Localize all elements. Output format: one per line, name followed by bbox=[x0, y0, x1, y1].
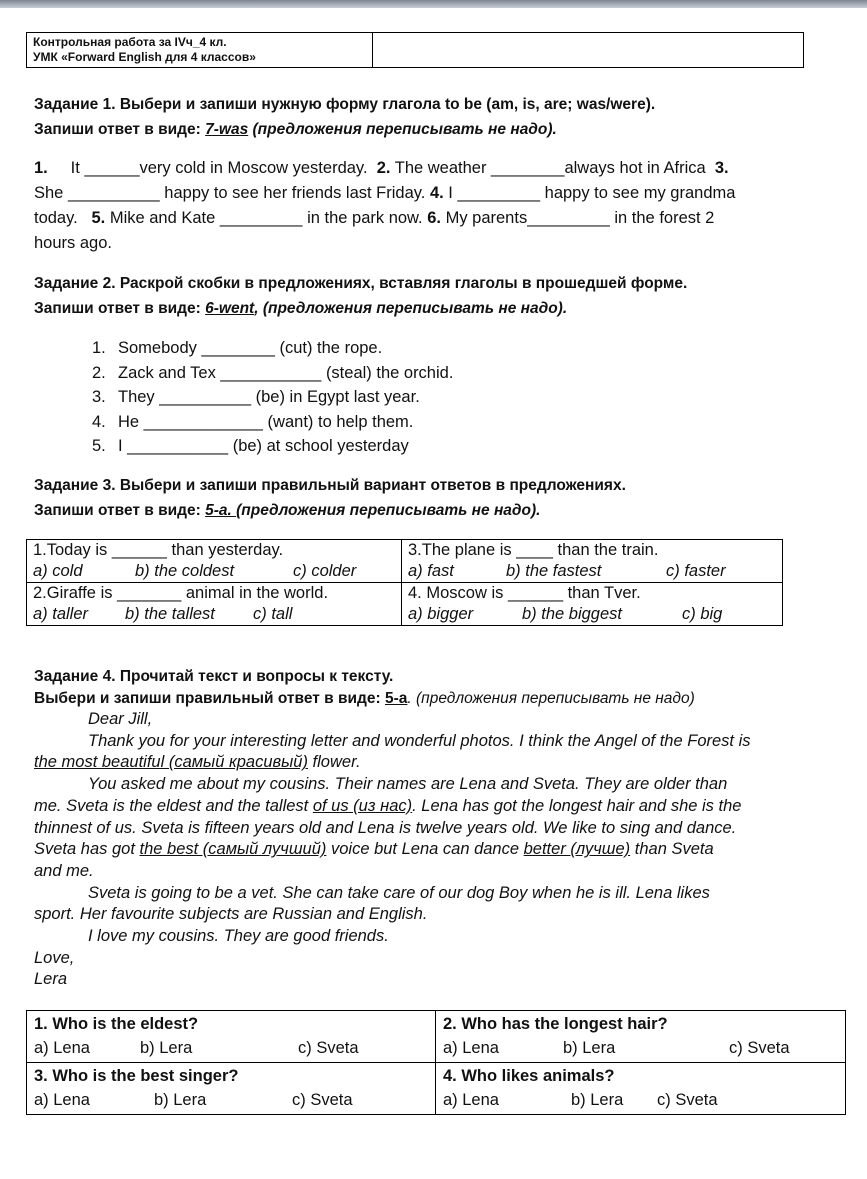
table-row bbox=[27, 583, 783, 626]
table-cell: 3. Who is the best singer? a) Lena b) Lera c) Sveta bbox=[27, 1063, 436, 1115]
header-line-2: УМК «Forward English для 4 классов» bbox=[33, 50, 256, 64]
task3-example: 5-a. bbox=[205, 502, 237, 519]
task1-title-line2: Запиши ответ в виде: 7-was (предложения переписывать не надо). bbox=[34, 121, 557, 138]
table-cell: 3.The plane is ____ than the train. a) fast b) the fastest c) faster bbox=[402, 540, 783, 583]
task1-title-line1: Задание 1. Выбери и запиши нужную форму глагола to be (am, is, are; was/were). bbox=[34, 96, 656, 113]
table-row bbox=[27, 1011, 846, 1063]
list-item: 3. They __________ (be) in Egypt last year. bbox=[92, 388, 420, 406]
task2-example: 6-went bbox=[205, 300, 255, 317]
task4-questions-table bbox=[26, 1010, 846, 1115]
header-line-1: Контрольная работа за IVч_4 кл. bbox=[33, 35, 227, 49]
task2-list bbox=[92, 336, 453, 459]
header-table bbox=[26, 32, 804, 68]
task3-table bbox=[26, 539, 783, 626]
task4-title bbox=[34, 666, 695, 709]
task1-line1: 1. It ______very cold in Moscow yesterday. 2. The weather ________always hot in Africa 3. bbox=[34, 159, 729, 177]
table-row bbox=[27, 540, 783, 583]
task4-title-line1: Задание 4. Прочитай текст и вопросы к тексту. bbox=[34, 668, 394, 685]
letter-text: Dear Jill, Thank you for your interesting letter and wonderful photos. I think the Angel of the Forest is the most beautiful (самый красивый) flower. You asked me about my cousins. Their names are Lena and Sveta. They are older than me. Sveta is the eldest and the tallest of us (из нас). Lena has got the longest hair and she is the thinnest of us. Sveta is fifteen years old and Lena is twelve years old. We like to sing and dance. Sveta has got the best (самый лучший) voice but Lena can dance better (лучше) than Sveta and me. Sveta is going to be a vet. She can take care of our dog Boy when he is ill. Lena likes sport. Her favourite subjects are Russian and English. I love my cousins. They are good friends. Love, Lera bbox=[34, 709, 751, 991]
letter-closing: Love, bbox=[34, 948, 75, 967]
task1-line3: today. 5. Mike and Kate _________ in the park now. 6. My parents_________ in the forest 2 bbox=[34, 209, 715, 227]
table-cell: 2. Who has the longest hair? a) Lena b) Lera c) Sveta bbox=[436, 1011, 846, 1063]
task1-line2: She __________ happy to see her friends last Friday. 4. I _________ happy to see my grandma bbox=[34, 184, 736, 202]
task3-title bbox=[34, 473, 626, 523]
top-bar bbox=[0, 0, 867, 8]
table-row bbox=[27, 1063, 846, 1115]
task1-text bbox=[34, 156, 735, 256]
table-cell: 1. Who is the eldest? a) Lena b) Lera c) Sveta bbox=[27, 1011, 436, 1063]
table-cell: 4. Who likes animals? a) Lena b) Lera c) Sveta bbox=[436, 1063, 846, 1115]
task1-line4: hours ago. bbox=[34, 234, 112, 252]
table-cell: 4. Moscow is ______ than Tver. a) bigger b) the biggest c) big bbox=[402, 583, 783, 626]
list-item: 4. He _____________ (want) to help them. bbox=[92, 412, 414, 431]
table-cell: 2.Giraffe is _______ animal in the world. a) taller b) the tallest c) tall bbox=[27, 583, 402, 626]
letter-signature: Lera bbox=[34, 970, 68, 989]
task4-title-line2: Выбери и запиши правильный ответ в виде: 5-a. (предложения переписывать не надо) bbox=[34, 689, 695, 707]
list-item: 5. I ___________ (be) at school yesterday bbox=[92, 437, 409, 455]
header-title-cell bbox=[27, 33, 373, 67]
list-item: 2. Zack and Tex ___________ (steal) the orchid. bbox=[92, 363, 454, 382]
task3-title-line1: Задание 3. Выбери и запиши правильный вариант ответов в предложениях. bbox=[34, 477, 626, 494]
list-item: 1. Somebody ________ (cut) the rope. bbox=[92, 339, 383, 357]
letter-greeting: Dear Jill, bbox=[88, 710, 153, 728]
task2-title-line2: Запиши ответ в виде: 6-went, (предложения переписывать не надо). bbox=[34, 300, 568, 317]
task2-title bbox=[34, 271, 687, 321]
task4-example: 5-a bbox=[384, 689, 408, 707]
task1-title bbox=[34, 92, 655, 142]
task1-example: 7-was bbox=[205, 121, 249, 138]
task2-title-line1: Задание 2. Раскрой скобки в предложениях, вставляя глаголы в прошедшей форме. bbox=[34, 275, 688, 292]
table-cell: 1.Today is ______ than yesterday. a) cold b) the coldest c) colder bbox=[27, 540, 402, 583]
task3-title-line2: Запиши ответ в виде: 5-a. (предложения переписывать не надо). bbox=[34, 502, 541, 519]
